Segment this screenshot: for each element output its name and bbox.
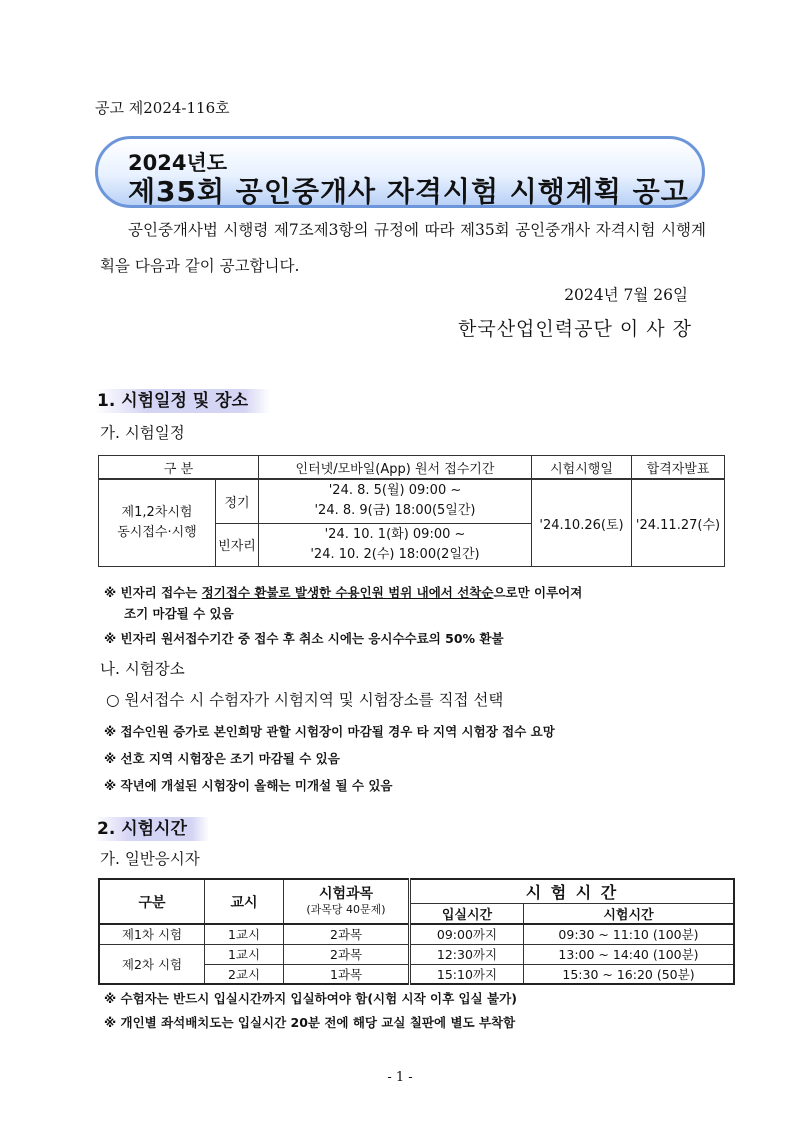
note-refund: ※ 빈자리 원서접수기간 중 접수 후 취소 시에는 응시수수료의 50% 환불	[104, 631, 504, 646]
note-vacancy: ※ 빈자리 접수는 정기접수 환불로 발생한 수용인원 범위 내에서 선착순으로만 이루어져	[104, 585, 583, 600]
venue-note: ※ 접수인원 증가로 본인희망 관할 시험장이 마감될 경우 타 지역 시험장 접수 요망	[104, 724, 555, 739]
result-date: '24.11.27(수)	[632, 479, 725, 567]
page-title: 제35회 공인중개사 자격시험 시행계획 공고	[128, 175, 689, 208]
time-header-subjects	[284, 879, 410, 924]
vacancy-period-end: '24. 10. 2(수) 18:00(2일간)	[310, 546, 480, 562]
time-row-subjects: 2과목	[284, 944, 410, 964]
time-row-exam: 13:00 ~ 14:40 (100분)	[524, 944, 735, 964]
section-2-heading: 2. 시험시간	[95, 817, 209, 841]
general-subtitle: 가. 일반응시자	[100, 850, 200, 868]
notice-number: 공고 제2024-116호	[95, 99, 230, 117]
time-row-category: 제2차 시험	[99, 944, 205, 984]
exam-date: '24.10.26(토)	[532, 479, 632, 567]
time-row-entry: 09:00까지	[410, 924, 524, 944]
page-number: - 1 -	[387, 1070, 413, 1085]
time-row-subjects: 1과목	[284, 964, 410, 984]
regular-label: 정기	[216, 479, 259, 523]
vacancy-label: 빈자리	[216, 523, 259, 567]
schedule-header-result: 합격자발표	[632, 456, 725, 480]
regular-period	[259, 479, 532, 523]
venue-bullet: ○ 원서접수 시 수험자가 시험지역 및 시험장소를 직접 선택	[106, 691, 504, 709]
issuer-name: 한국산업인력공단 이 사 장	[457, 318, 692, 340]
time-row-period: 1교시	[205, 924, 284, 944]
intro-paragraph: 공인중개사법 시행령 제7조제3항의 규정에 따라 제35회 공인중개사 자격시험 시행계획을 다음과 같이 공고합니다.	[100, 221, 706, 275]
time-row-exam: 09:30 ~ 11:10 (100분)	[524, 924, 735, 944]
vacancy-period-start: '24. 10. 1(화) 09:00 ~	[324, 526, 466, 542]
vacancy-period	[259, 523, 532, 567]
subjects-note: (과목당 40문제)	[306, 902, 386, 916]
time-header-category: 구분	[99, 879, 205, 924]
time-header-period: 교시	[205, 879, 284, 924]
time-row-period: 2교시	[205, 964, 284, 984]
schedule-table	[98, 455, 725, 567]
venue-subtitle: 나. 시험장소	[100, 660, 185, 678]
time-row-category: 제1차 시험	[99, 924, 205, 944]
time-note: ※ 수험자는 반드시 입실시간까지 입실하여야 함(시험 시작 이후 입실 불가)	[104, 991, 517, 1006]
schedule-header-exam-date: 시험시행일	[532, 456, 632, 480]
subjects-label: 시험과목	[318, 885, 374, 902]
venue-note: ※ 작년에 개설된 시험장이 올해는 미개설 될 수 있음	[104, 778, 393, 793]
note-vacancy-line2: 조기 마감될 수 있음	[124, 606, 234, 621]
banner-year: 2024년도	[128, 151, 228, 175]
schedule-header-category: 구 분	[99, 456, 259, 480]
schedule-header-period: 인터넷/모바일(App) 원서 접수기간	[259, 456, 532, 480]
time-header-time: 시 험 시 간	[410, 879, 735, 904]
time-note: ※ 개인별 좌석배치도는 입실시간 20분 전에 해당 교실 칠판에 별도 부착함	[104, 1015, 516, 1030]
regular-period-end: '24. 8. 9(금) 18:00(5일간)	[314, 503, 476, 519]
venue-note: ※ 선호 지역 시험장은 조기 마감될 수 있음	[104, 751, 340, 766]
time-row-subjects: 2과목	[284, 924, 410, 944]
time-header-entry: 입실시간	[410, 904, 524, 925]
time-header-exam: 시험시간	[524, 904, 735, 925]
time-row-entry: 12:30까지	[410, 944, 524, 964]
section-1-heading: 1. 시험일정 및 장소	[95, 389, 270, 413]
time-row-period: 1교시	[205, 944, 284, 964]
time-row-entry: 15:10까지	[410, 964, 524, 984]
notice-date: 2024년 7월 26일	[564, 286, 688, 304]
time-row-exam: 15:30 ~ 16:20 (50분)	[524, 964, 735, 984]
schedule-category: 제1,2차시험 동시접수·시행	[99, 479, 216, 567]
schedule-subtitle: 가. 시험일정	[100, 424, 185, 442]
regular-period-start: '24. 8. 5(월) 09:00 ~	[328, 483, 462, 499]
exam-time-table	[98, 878, 735, 985]
